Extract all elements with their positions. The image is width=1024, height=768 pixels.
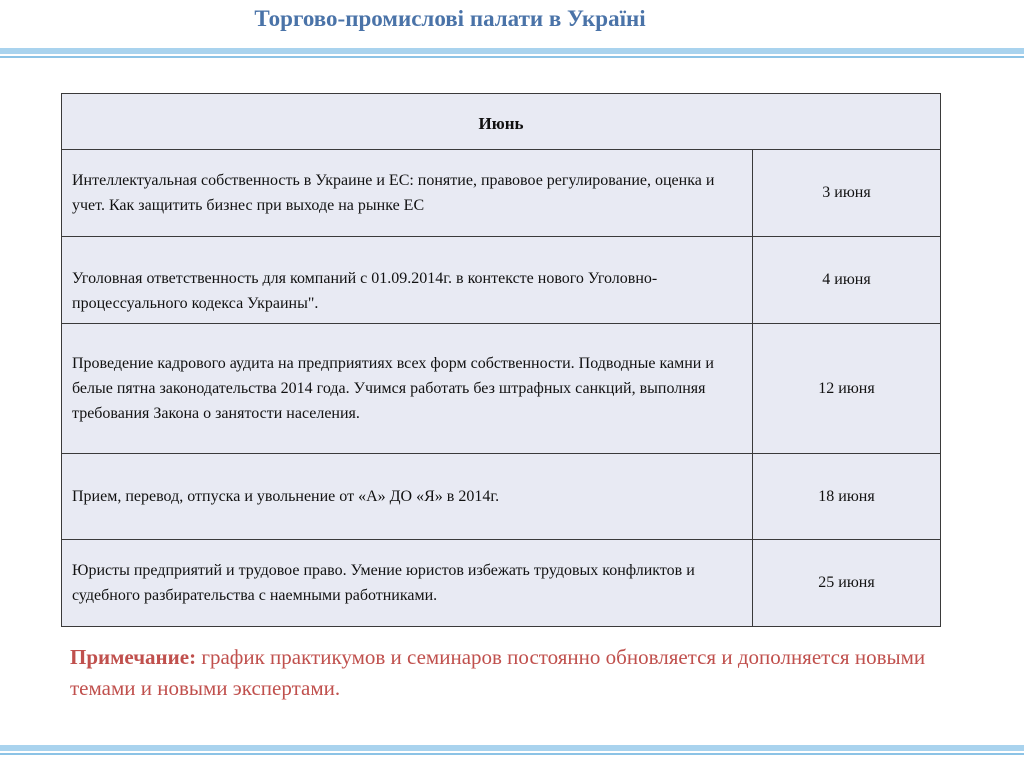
seminar-topic: Юристы предприятий и трудовое право. Умение юристов избежать трудовых конфликтов и судебного разбирательства с наемными работниками.: [62, 540, 753, 627]
table-row: [62, 150, 941, 237]
table-row: [62, 454, 941, 540]
note-paragraph: [70, 642, 930, 704]
seminar-topic: Проведение кадрового аудита на предприятиях всех форм собственности. Подводные камни и белые пятна законодательства 2014 года. Учимся работать без штрафных санкций, выполняя требования Закона о занятости населения.: [62, 324, 753, 454]
top-decorative-band: [0, 48, 1024, 58]
seminar-date: 4 июня: [753, 237, 941, 324]
seminar-schedule-table: [61, 93, 941, 627]
table-row: [62, 324, 941, 454]
note-text: график практикумов и семинаров постоянно обновляется и дополняется новыми темами и новыми экспертами.: [70, 645, 926, 700]
bottom-decorative-band: [0, 745, 1024, 755]
page-title: Торгово-промислові палати в Україні: [254, 6, 646, 31]
table-header-row: [62, 94, 941, 150]
seminar-topic: Интеллектуальная собственность в Украине и ЕС: понятие, правовое регулирование, оценка и учет. Как защитить бизнес при выходе на рынке ЕС: [62, 150, 753, 237]
note-label: Примечание:: [70, 645, 197, 669]
seminar-date: 25 июня: [753, 540, 941, 627]
table-row: [62, 237, 941, 324]
table-row: [62, 540, 941, 627]
seminar-topic: Прием, перевод, отпуска и увольнение от «А» ДО «Я» в 2014г.: [62, 454, 753, 540]
seminar-date: 18 июня: [753, 454, 941, 540]
month-header: Июнь: [62, 94, 941, 150]
seminar-date: 3 июня: [753, 150, 941, 237]
seminar-topic: Уголовная ответственность для компаний с 01.09.2014г. в контексте нового Уголовно-процессуального кодекса Украины".: [62, 237, 753, 324]
seminar-date: 12 июня: [753, 324, 941, 454]
